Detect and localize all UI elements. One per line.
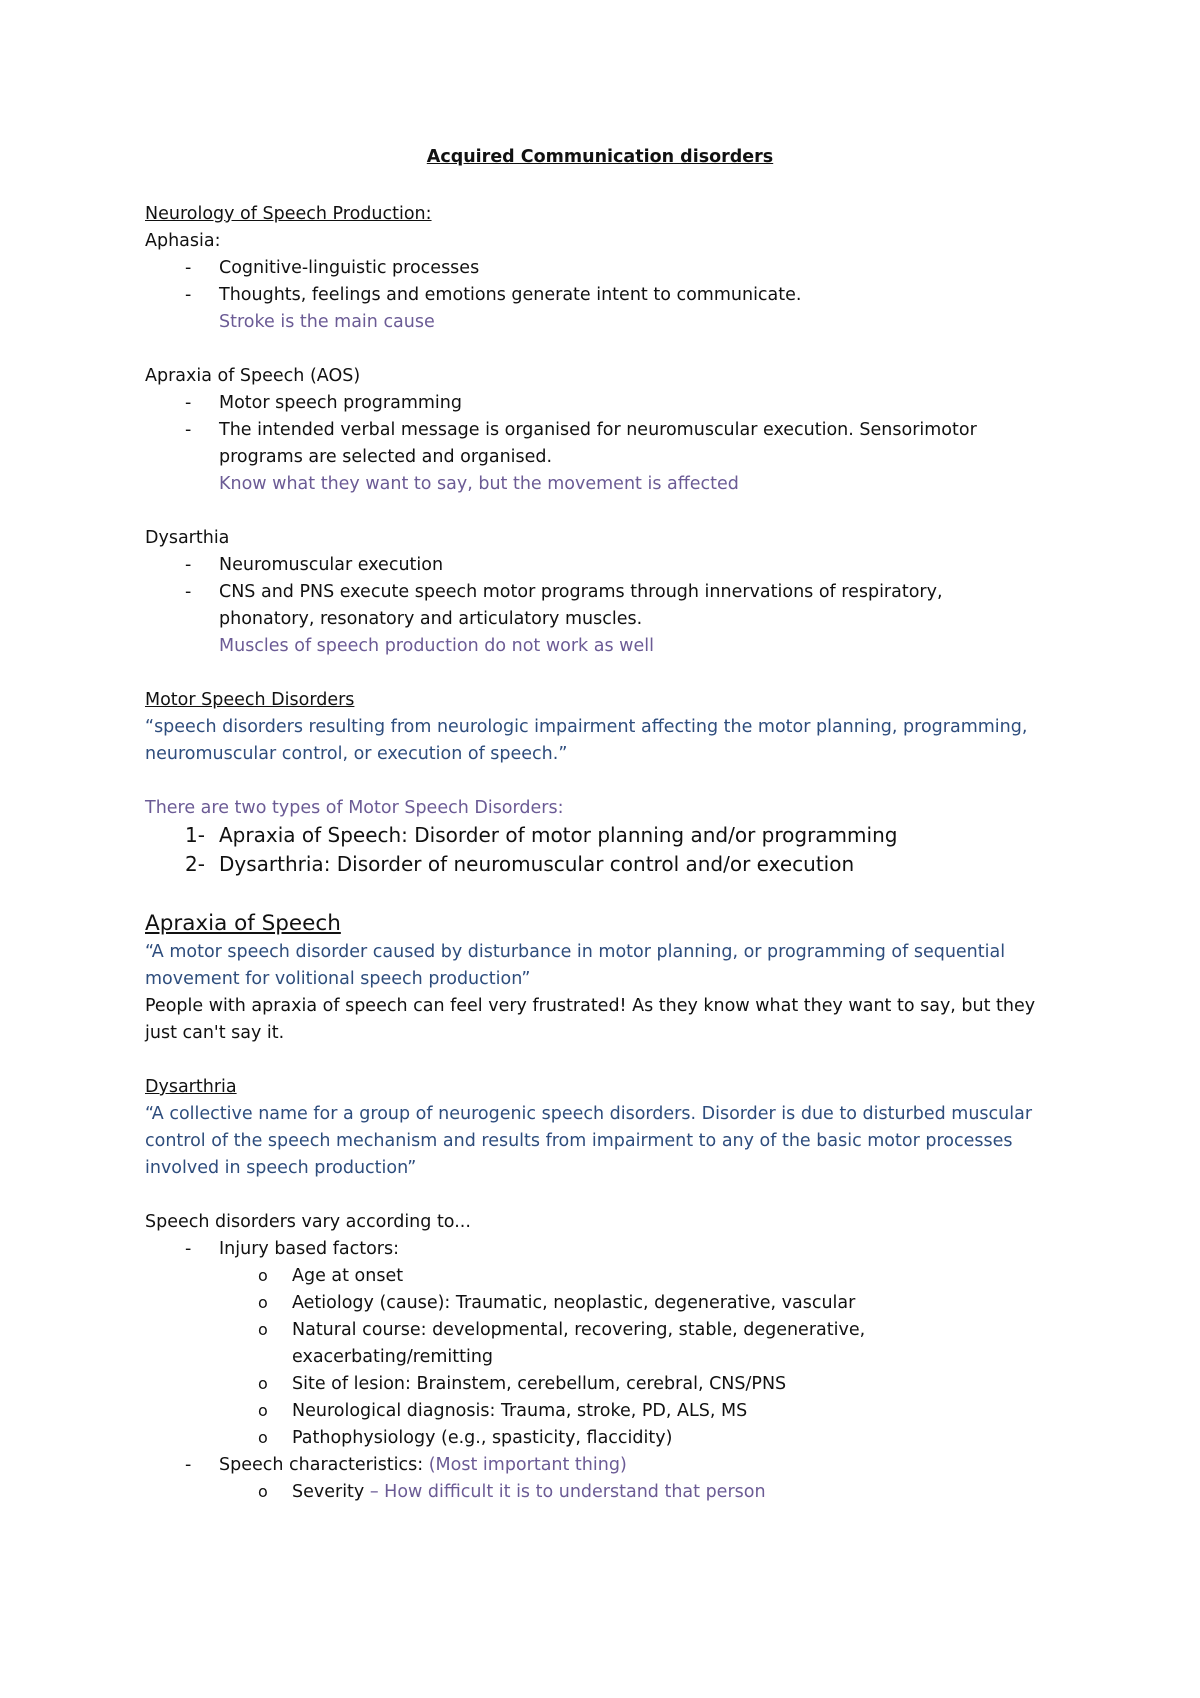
msd-type-2: Dysarthria: Disorder of neuromuscular control and/or execution	[219, 852, 855, 876]
dys-label: Dysarthia	[145, 528, 230, 548]
dys-quote-line-3: involved in speech production”	[145, 1158, 417, 1178]
aetiology-value: Traumatic, neoplastic, degenerative, vascular	[450, 1293, 856, 1313]
aphasia-note: Stroke is the main cause	[219, 312, 435, 332]
bullet-circle: o	[258, 1374, 268, 1393]
bullet-dash: -	[185, 393, 192, 413]
msd-types-intro: There are two types of Motor Speech Disorders:	[145, 798, 564, 818]
aos-paragraph-line-2: just can't say it.	[145, 1023, 285, 1043]
item-site-of-lesion	[292, 1372, 786, 1396]
dys-quote-line-1: “A collective name for a group of neurogenic speech disorders. Disorder is due to disturbed muscular	[145, 1104, 1033, 1124]
msd-heading: Motor Speech Disorders	[145, 690, 355, 710]
bullet-dash: -	[185, 1239, 192, 1259]
item-severity	[292, 1480, 766, 1504]
aphasia-bullet-2: Thoughts, feelings and emotions generate intent to communicate.	[219, 285, 802, 305]
item-pathophysiology: Pathophysiology (e.g., spasticity, flaccidity)	[292, 1428, 673, 1448]
msd-quote-line-2: neuromuscular control, or execution of speech.”	[145, 744, 568, 764]
natural-course-label: Natural course:	[292, 1320, 427, 1340]
dys-bullet-1: Neuromuscular execution	[219, 555, 444, 575]
severity-label: Severity	[292, 1482, 365, 1502]
bullet-circle: o	[258, 1401, 268, 1420]
aos-section-heading: Apraxia of Speech	[145, 911, 341, 936]
natural-course-value: developmental, recovering, stable, degenerative,	[426, 1320, 866, 1340]
item-age-at-onset: Age at onset	[292, 1266, 404, 1286]
msd-type-1: Apraxia of Speech: Disorder of motor planning and/or programming	[219, 823, 898, 847]
neuro-diagnosis-value: Trauma, stroke, PD, ALS, MS	[495, 1401, 748, 1421]
bullet-dash: -	[185, 582, 192, 602]
natural-course-value-cont: exacerbating/remitting	[292, 1347, 494, 1367]
bullet-circle: o	[258, 1293, 268, 1312]
site-label: Site of lesion:	[292, 1374, 411, 1394]
list-number: 2-	[185, 852, 205, 876]
aos-label: Apraxia of Speech (AOS)	[145, 366, 361, 386]
speech-characteristics-note: (Most important thing)	[423, 1455, 627, 1475]
dys-quote-line-2: control of the speech mechanism and results from impairment to any of the basic motor processes	[145, 1131, 1013, 1151]
aos-bullet-2b: programs are selected and organised.	[219, 447, 553, 467]
dys-note: Muscles of speech production do not work as well	[219, 636, 654, 656]
item-natural-course	[292, 1318, 865, 1342]
aos-bullet-1: Motor speech programming	[219, 393, 462, 413]
aetiology-label: Aetiology (cause):	[292, 1293, 451, 1313]
bullet-dash: -	[185, 258, 192, 278]
dys-bullet-2b: phonatory, resonatory and articulatory muscles.	[219, 609, 643, 629]
item-neuro-diagnosis	[292, 1399, 747, 1423]
dys-bullet-2a: CNS and PNS execute speech motor programs through innervations of respiratory,	[219, 582, 943, 602]
site-value: Brainstem, cerebellum, cerebral, CNS/PNS	[410, 1374, 787, 1394]
vary-intro: Speech disorders vary according to...	[145, 1212, 471, 1232]
aos-note: Know what they want to say, but the movement is affected	[219, 474, 739, 494]
bullet-circle: o	[258, 1482, 268, 1501]
aphasia-bullet-1: Cognitive-linguistic processes	[219, 258, 480, 278]
aos-paragraph-line-1: People with apraxia of speech can feel very frustrated! As they know what they want to say, but they	[145, 996, 1036, 1016]
aos-bullet-2a: The intended verbal message is organised for neuromuscular execution. Sensorimotor	[219, 420, 977, 440]
list-number: 1-	[185, 823, 205, 847]
neuro-heading: Neurology of Speech Production:	[145, 204, 432, 224]
bullet-circle: o	[258, 1428, 268, 1447]
speech-characteristics-label: Speech characteristics:	[219, 1455, 424, 1475]
bullet-dash: -	[185, 555, 192, 575]
msd-quote-line-1: “speech disorders resulting from neurologic impairment affecting the motor planning, programming,	[145, 717, 1028, 737]
bullet-dash: -	[185, 1455, 192, 1475]
neuro-diagnosis-label: Neurological diagnosis:	[292, 1401, 496, 1421]
bullet-circle: o	[258, 1320, 268, 1339]
bullet-circle: o	[258, 1266, 268, 1285]
bullet-dash: -	[185, 285, 192, 305]
item-aetiology	[292, 1291, 855, 1315]
aos-quote-line-2: movement for volitional speech production”	[145, 969, 531, 989]
dys-section-heading: Dysarthria	[145, 1077, 237, 1097]
aos-quote-line-1: “A motor speech disorder caused by disturbance in motor planning, or programming of sequential	[145, 942, 1006, 962]
speech-characteristics	[219, 1453, 627, 1477]
bullet-dash: -	[185, 420, 192, 440]
injury-factors-label: Injury based factors:	[219, 1239, 399, 1259]
document-title: Acquired Communication disorders	[426, 147, 774, 167]
severity-value: – How difficult it is to understand that person	[364, 1482, 766, 1502]
aphasia-label: Aphasia:	[145, 231, 221, 251]
